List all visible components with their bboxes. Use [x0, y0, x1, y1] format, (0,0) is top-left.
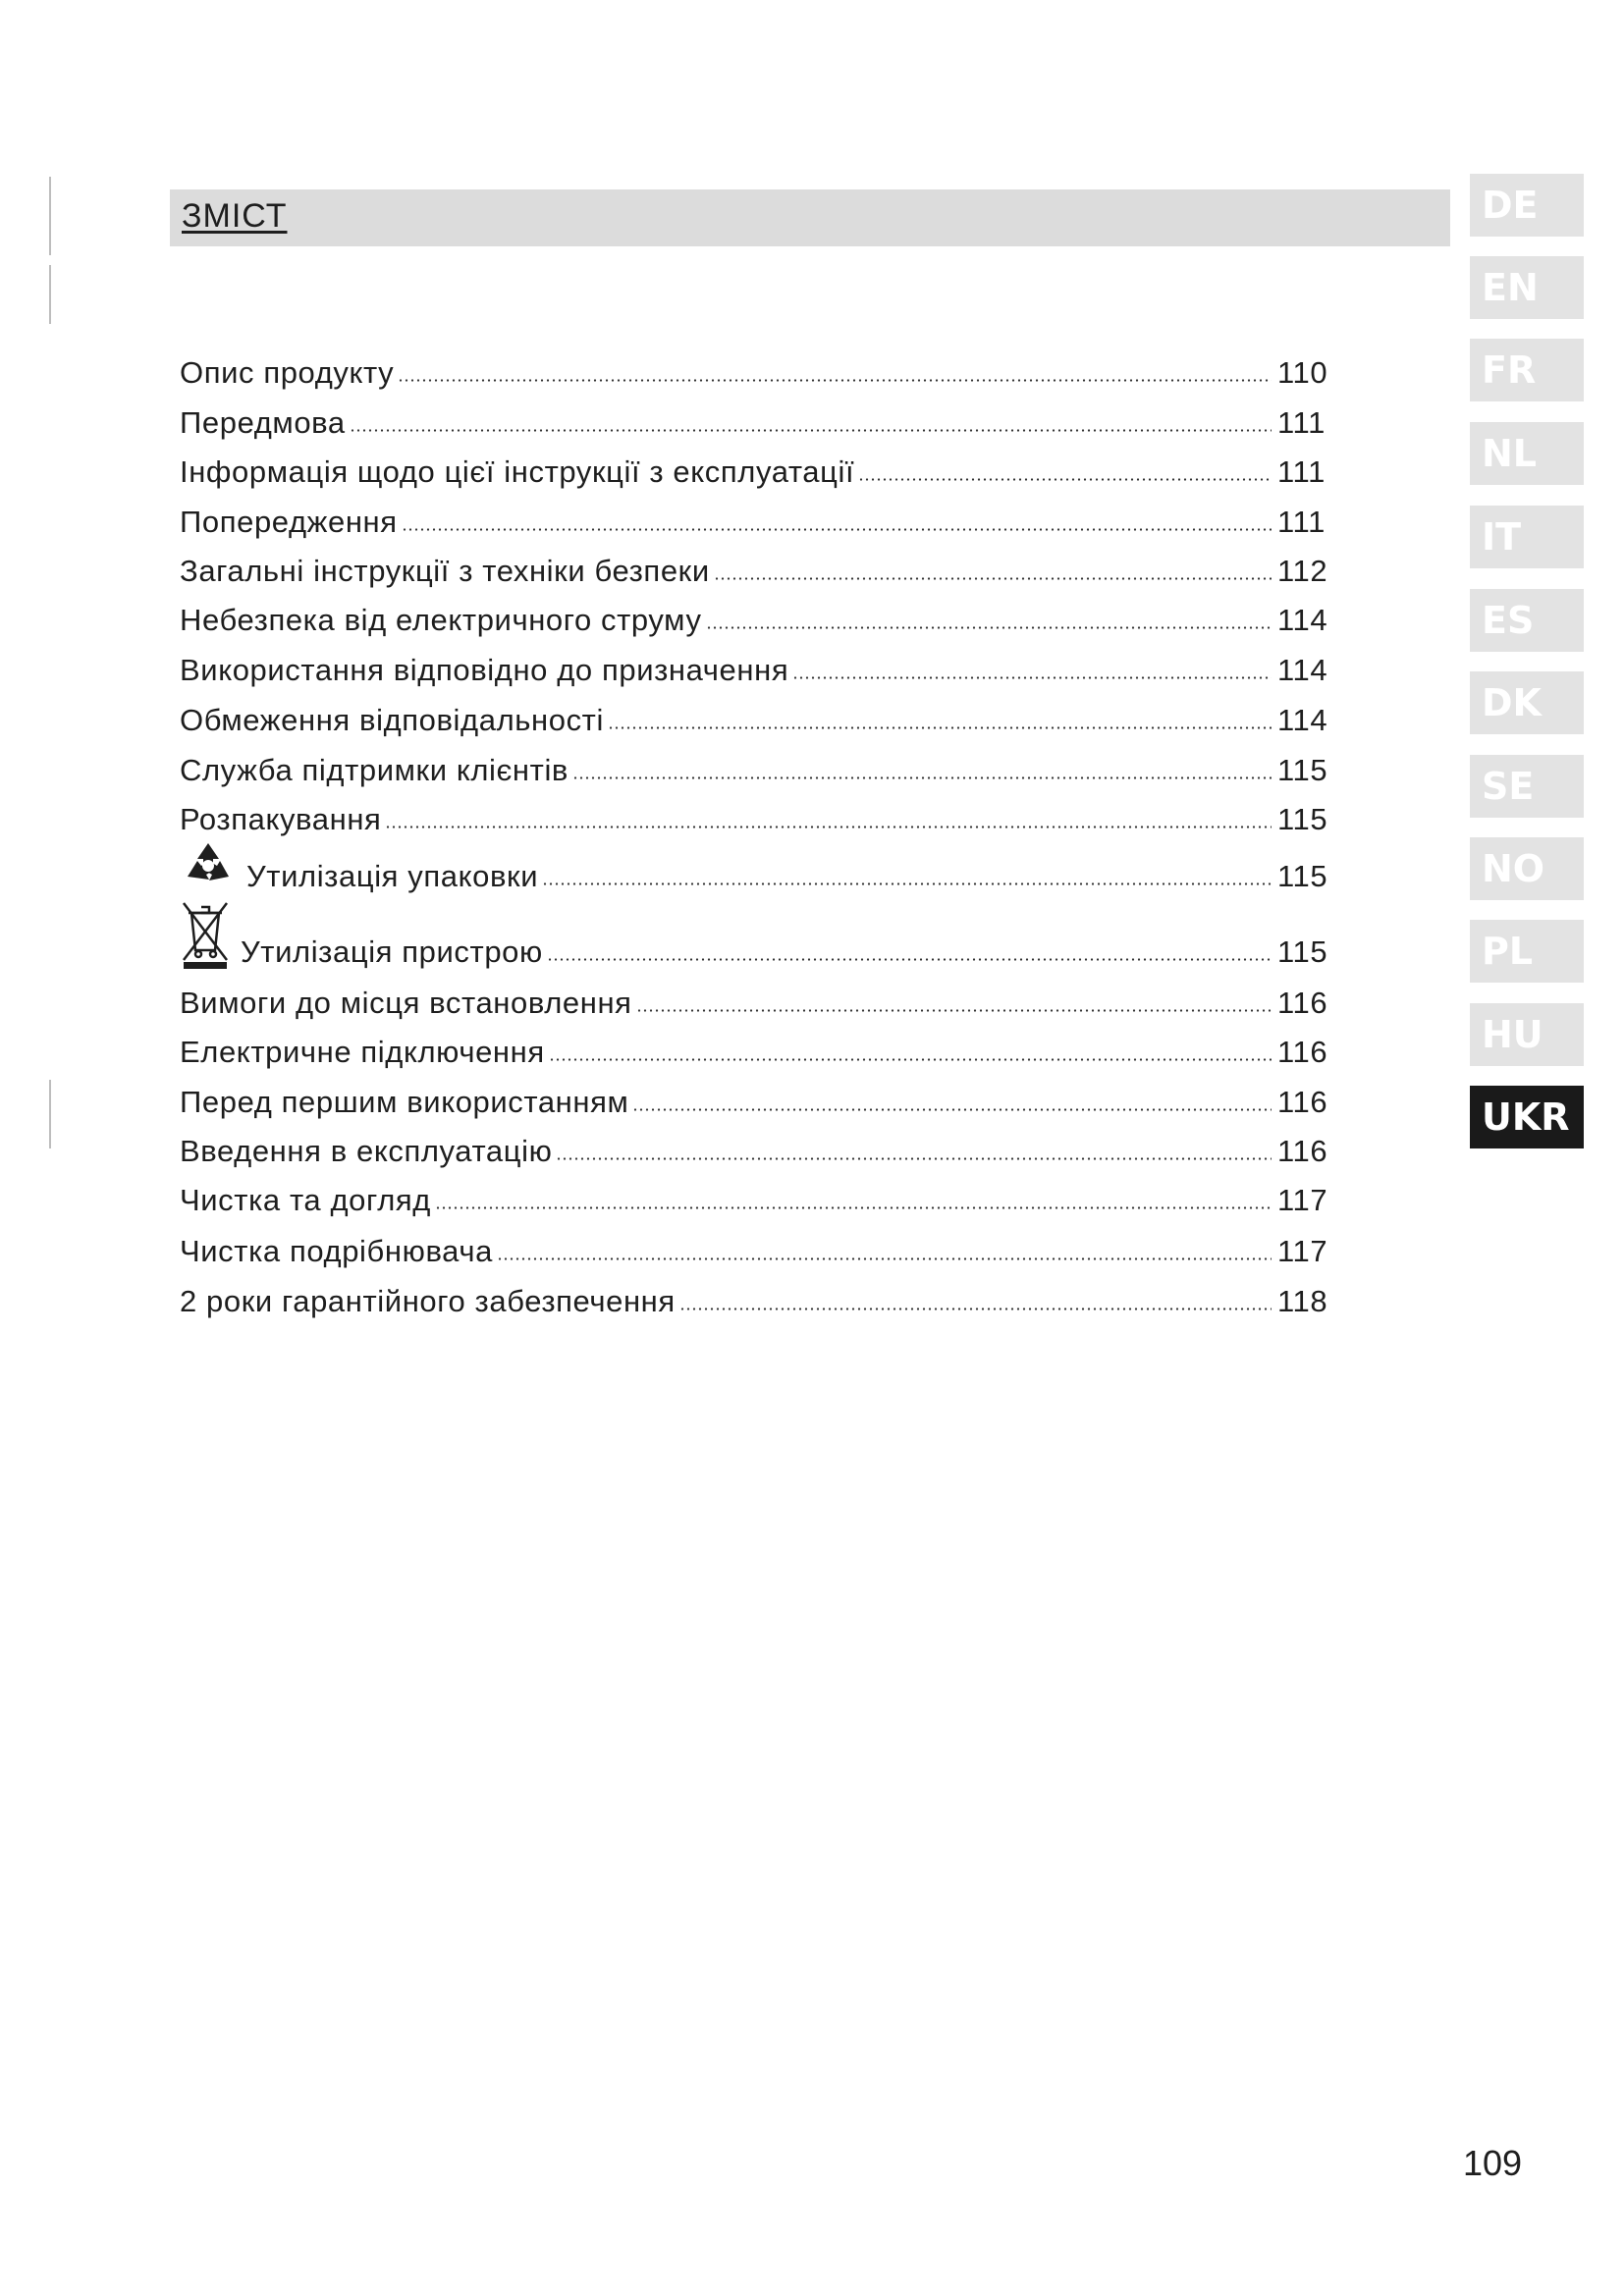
- toc-dot-leader: [497, 1257, 1272, 1260]
- toc-page-number: 116: [1277, 1035, 1328, 1069]
- toc-dot-leader: [398, 379, 1272, 382]
- language-tab-pl[interactable]: PL: [1470, 920, 1584, 983]
- toc-page-number: 116: [1277, 986, 1328, 1020]
- toc-title: Використання відповідно до призначення: [180, 653, 789, 687]
- toc-title: Утилізація упаковки: [246, 859, 539, 893]
- toc-entry[interactable]: [180, 396, 1328, 441]
- toc-page-number: 116: [1277, 1134, 1328, 1168]
- toc-entry[interactable]: [180, 643, 1328, 688]
- toc-page-number: 116: [1277, 1085, 1328, 1119]
- language-tab-es[interactable]: ES: [1470, 589, 1584, 652]
- toc-dot-leader: [706, 626, 1272, 629]
- toc-title: Небезпека від електричного струму: [180, 603, 702, 637]
- toc-title: Чистка подрібнювача: [180, 1234, 493, 1268]
- toc-dot-leader: [385, 826, 1272, 828]
- toc-page-number: 110: [1277, 355, 1328, 390]
- toc-title: Загальні інструкції з техніки безпеки: [180, 554, 710, 588]
- language-tab-it[interactable]: IT: [1470, 506, 1584, 568]
- toc-title: Розпакування: [180, 802, 382, 836]
- toc-title: Інформація щодо цієї інструкції з експлуатації: [180, 454, 855, 489]
- toc-title: Передмова: [180, 405, 346, 440]
- toc-dot-leader: [679, 1308, 1272, 1310]
- heading-bar: [170, 189, 1450, 246]
- toc-dot-leader: [556, 1157, 1272, 1160]
- toc-title: Обмеження відповідальності: [180, 703, 604, 737]
- recycle-icon: [180, 837, 237, 894]
- language-tab-fr[interactable]: FR: [1470, 339, 1584, 401]
- language-tab-nl[interactable]: NL: [1470, 422, 1584, 485]
- language-tab-no[interactable]: NO: [1470, 837, 1584, 900]
- toc-dot-leader: [542, 882, 1272, 885]
- toc-title: Попередження: [180, 505, 398, 539]
- toc-page-number: 112: [1277, 554, 1328, 588]
- toc-page-number: 115: [1277, 802, 1328, 836]
- language-tab-en[interactable]: EN: [1470, 256, 1584, 319]
- margin-line: [49, 1080, 51, 1148]
- toc-title: Електричне підключення: [180, 1035, 545, 1069]
- toc-entry[interactable]: [180, 445, 1328, 490]
- toc-dot-leader: [714, 577, 1272, 580]
- toc-page-number: 111: [1277, 454, 1326, 489]
- language-tab-hu[interactable]: HU: [1470, 1003, 1584, 1066]
- toc-entry[interactable]: [180, 849, 1328, 894]
- toc-dot-leader: [402, 528, 1272, 531]
- toc-title: Утилізація пристрою: [241, 934, 543, 969]
- margin-line: [49, 177, 51, 255]
- page-title: ЗМІСТ: [182, 197, 288, 235]
- language-tab-dk[interactable]: DK: [1470, 671, 1584, 734]
- toc-entry[interactable]: [180, 792, 1328, 837]
- toc-page-number: 117: [1277, 1183, 1328, 1217]
- toc-page-number: 114: [1277, 703, 1328, 737]
- toc-dot-leader: [350, 429, 1272, 432]
- toc-entry[interactable]: [180, 1224, 1328, 1269]
- toc-page-number: 115: [1277, 934, 1328, 969]
- toc-title: Введення в експлуатацію: [180, 1134, 553, 1168]
- toc-entry[interactable]: [180, 925, 1328, 970]
- toc-page-number: 114: [1277, 603, 1328, 637]
- toc-entry[interactable]: [180, 1173, 1328, 1218]
- toc-entry[interactable]: [180, 544, 1328, 589]
- toc-dot-leader: [572, 776, 1272, 779]
- toc-entry[interactable]: [180, 743, 1328, 788]
- toc-dot-leader: [632, 1108, 1272, 1111]
- toc-entry[interactable]: [180, 1124, 1328, 1169]
- toc-dot-leader: [792, 676, 1272, 679]
- toc-entry[interactable]: [180, 693, 1328, 738]
- toc-dot-leader: [608, 726, 1272, 729]
- toc-page-number: 115: [1277, 859, 1328, 893]
- toc-title: Перед першим використанням: [180, 1085, 629, 1119]
- page-number: 109: [1463, 2143, 1523, 2183]
- language-tab-se[interactable]: SE: [1470, 755, 1584, 818]
- toc-dot-leader: [549, 1058, 1272, 1061]
- toc-dot-leader: [435, 1206, 1272, 1209]
- toc-page-number: 111: [1277, 405, 1326, 440]
- toc-entry[interactable]: [180, 1274, 1328, 1319]
- toc-entry[interactable]: [180, 1075, 1328, 1120]
- toc-title: Чистка та догляд: [180, 1183, 431, 1217]
- toc-dot-leader: [547, 958, 1272, 961]
- toc-title: Служба підтримки клієнтів: [180, 753, 569, 787]
- toc-entry[interactable]: [180, 976, 1328, 1021]
- language-tab-ukr[interactable]: UKR: [1470, 1086, 1584, 1148]
- toc-title: Вимоги до місця встановлення: [180, 986, 632, 1020]
- toc-page-number: 115: [1277, 753, 1328, 787]
- toc-entry[interactable]: [180, 1025, 1328, 1070]
- toc-page-number: 118: [1277, 1284, 1328, 1318]
- margin-line: [49, 265, 51, 324]
- toc-title: 2 роки гарантійного забезпечення: [180, 1284, 676, 1318]
- toc-entry[interactable]: [180, 593, 1328, 638]
- toc-entry[interactable]: [180, 495, 1328, 540]
- language-tab-de[interactable]: DE: [1470, 174, 1584, 237]
- weee-bin-icon: [180, 899, 231, 970]
- toc-page-number: 117: [1277, 1234, 1328, 1268]
- toc-dot-leader: [636, 1009, 1272, 1012]
- toc-page-number: 114: [1277, 653, 1328, 687]
- toc-page-number: 111: [1277, 505, 1326, 539]
- toc-title: Опис продукту: [180, 355, 395, 390]
- toc-dot-leader: [858, 478, 1272, 481]
- toc-entry[interactable]: [180, 346, 1328, 391]
